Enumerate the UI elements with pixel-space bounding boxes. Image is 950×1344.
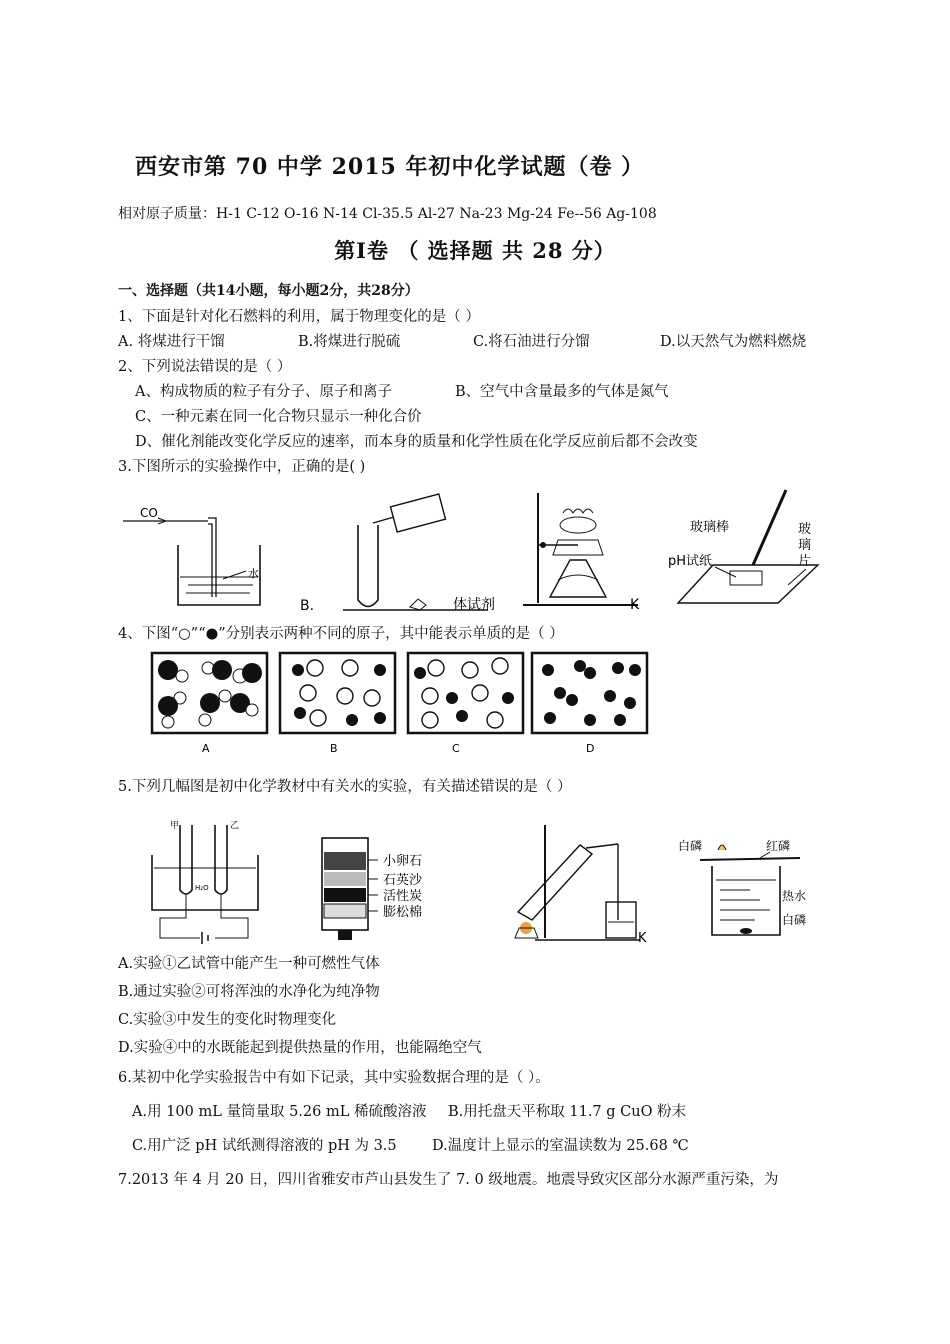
q6-option-a: A.用 100 mL 量筒量取 5.26 mL 稀硫酸溶液 bbox=[132, 1104, 427, 1120]
svg-text:玻: 玻 bbox=[798, 522, 812, 537]
part-title: 一、选择题（共14小题，每小题2分，共28分） bbox=[118, 283, 419, 299]
q6-option-c: C.用广泛 pH 试纸测得溶液的 pH 为 3.5 bbox=[132, 1138, 397, 1154]
svg-text:小卵石: 小卵石 bbox=[383, 854, 423, 869]
q2-option-a: A、构成物质的粒子有分子、原子和离子 bbox=[135, 384, 392, 400]
q2-option-c: C、一种元素在同一化合物只显示一种化合价 bbox=[135, 409, 422, 425]
svg-text:B.: B. bbox=[300, 598, 315, 614]
svg-text:B: B bbox=[330, 742, 338, 755]
q5-option-d: D.实验④中的水既能起到提供热量的作用，也能隔绝空气 bbox=[118, 1040, 482, 1056]
q1-option-a: A. 将煤进行干馏 bbox=[118, 334, 225, 350]
svg-text:片: 片 bbox=[798, 554, 812, 569]
q5-fig-filter bbox=[322, 838, 423, 940]
q4-box-c bbox=[408, 653, 523, 755]
q3-figure bbox=[118, 485, 838, 615]
svg-text:膨松棉: 膨松棉 bbox=[383, 905, 423, 920]
svg-text:热水: 热水 bbox=[782, 889, 807, 903]
q5-fig-combustion bbox=[678, 838, 806, 935]
q5-stem: 5.下列几幅图是初中化学教材中有关水的实验，有关描述错误的是（ ） bbox=[118, 779, 572, 795]
svg-text:C: C bbox=[452, 742, 460, 755]
svg-text:A: A bbox=[202, 742, 210, 755]
svg-text:活性炭: 活性炭 bbox=[383, 889, 423, 904]
svg-text:乙: 乙 bbox=[230, 821, 240, 831]
svg-text:石英沙: 石英沙 bbox=[383, 873, 423, 888]
svg-text:体试剂: 体试剂 bbox=[453, 597, 495, 613]
svg-text:D: D bbox=[586, 742, 595, 755]
svg-text:K: K bbox=[638, 931, 647, 946]
q6-option-b: B.用托盘天平称取 11.7 g CuO 粉末 bbox=[448, 1104, 687, 1120]
q1-stem: 1、下面是针对化石燃料的利用，属于物理变化的是（ ） bbox=[118, 309, 480, 325]
exam-title: 西安市第 70 中学 2015 年初中化学试题（卷 ） bbox=[135, 154, 645, 180]
q7-stem: 7.2013 年 4 月 20 日，四川省雅安市芦山县发生了 7. 0 级地震。地震导致灾区部分水源严重污染，为 bbox=[118, 1172, 779, 1188]
svg-text:玻璃棒: 玻璃棒 bbox=[690, 520, 730, 535]
q1-option-c: C.将石油进行分馏 bbox=[473, 334, 590, 350]
q5-figure bbox=[140, 810, 840, 950]
svg-text:pH试纸: pH试纸 bbox=[668, 554, 713, 569]
q5-fig-distill bbox=[515, 825, 647, 946]
q2-option-b: B、空气中含量最多的气体是氮气 bbox=[455, 384, 669, 400]
q2-option-d: D、催化剂能改变化学反应的速率，而本身的质量和化学性质在化学反应前后都不会改变 bbox=[135, 434, 698, 450]
q2-stem: 2、下列说法错误的是（ ） bbox=[118, 359, 292, 375]
svg-text:白磷: 白磷 bbox=[678, 839, 703, 853]
q3-fig-d bbox=[668, 490, 818, 603]
q1-option-d: D.以天然气为燃料燃烧 bbox=[660, 334, 807, 350]
q6-option-d: D.温度计上显示的室温读数为 25.68 ℃ bbox=[432, 1138, 689, 1154]
q3-fig-a bbox=[123, 506, 260, 605]
section-title: 第Ⅰ卷 （ 选择题 共 28 分） bbox=[334, 238, 616, 263]
svg-text:白磷: 白磷 bbox=[782, 913, 807, 927]
q1-option-b: B.将煤进行脱硫 bbox=[298, 334, 401, 350]
atomic-mass-line: 相对原子质量：H-1 C-12 O-16 N-14 Cl-35.5 Al-27 Na-23 Mg-24 Fe--56 Ag-108 bbox=[118, 206, 657, 222]
q6-stem: 6.某初中化学实验报告中有如下记录，其中实验数据合理的是（ ）。 bbox=[118, 1070, 550, 1086]
q4-stem: 4、下图“○”“●”分别表示两种不同的原子，其中能表示单质的是（ ） bbox=[118, 626, 564, 642]
q4-figure bbox=[140, 648, 680, 758]
svg-text:璃: 璃 bbox=[798, 538, 812, 553]
q5-option-c: C.实验③中发生的变化时物理变化 bbox=[118, 1012, 337, 1028]
q3-fig-b bbox=[300, 494, 495, 614]
q4-box-b bbox=[280, 653, 395, 755]
q4-box-a bbox=[152, 653, 267, 755]
svg-text:甲: 甲 bbox=[170, 821, 180, 831]
svg-text:红磷: 红磷 bbox=[766, 839, 791, 853]
q4-box-d bbox=[532, 653, 647, 755]
q5-option-a: A.实验①乙试管中能产生一种可燃性气体 bbox=[118, 956, 380, 972]
svg-text:H₂O: H₂O bbox=[195, 884, 209, 892]
q3-fig-c bbox=[523, 493, 640, 613]
q5-option-b: B.通过实验②可将浑浊的水净化为纯净物 bbox=[118, 984, 380, 1000]
svg-text:水: 水 bbox=[248, 567, 259, 580]
svg-text:CO: CO bbox=[140, 506, 158, 520]
q3-stem: 3.下图所示的实验操作中，正确的是( ) bbox=[118, 459, 366, 475]
q5-fig-electrolysis bbox=[152, 820, 258, 944]
svg-text:K: K bbox=[630, 597, 640, 613]
